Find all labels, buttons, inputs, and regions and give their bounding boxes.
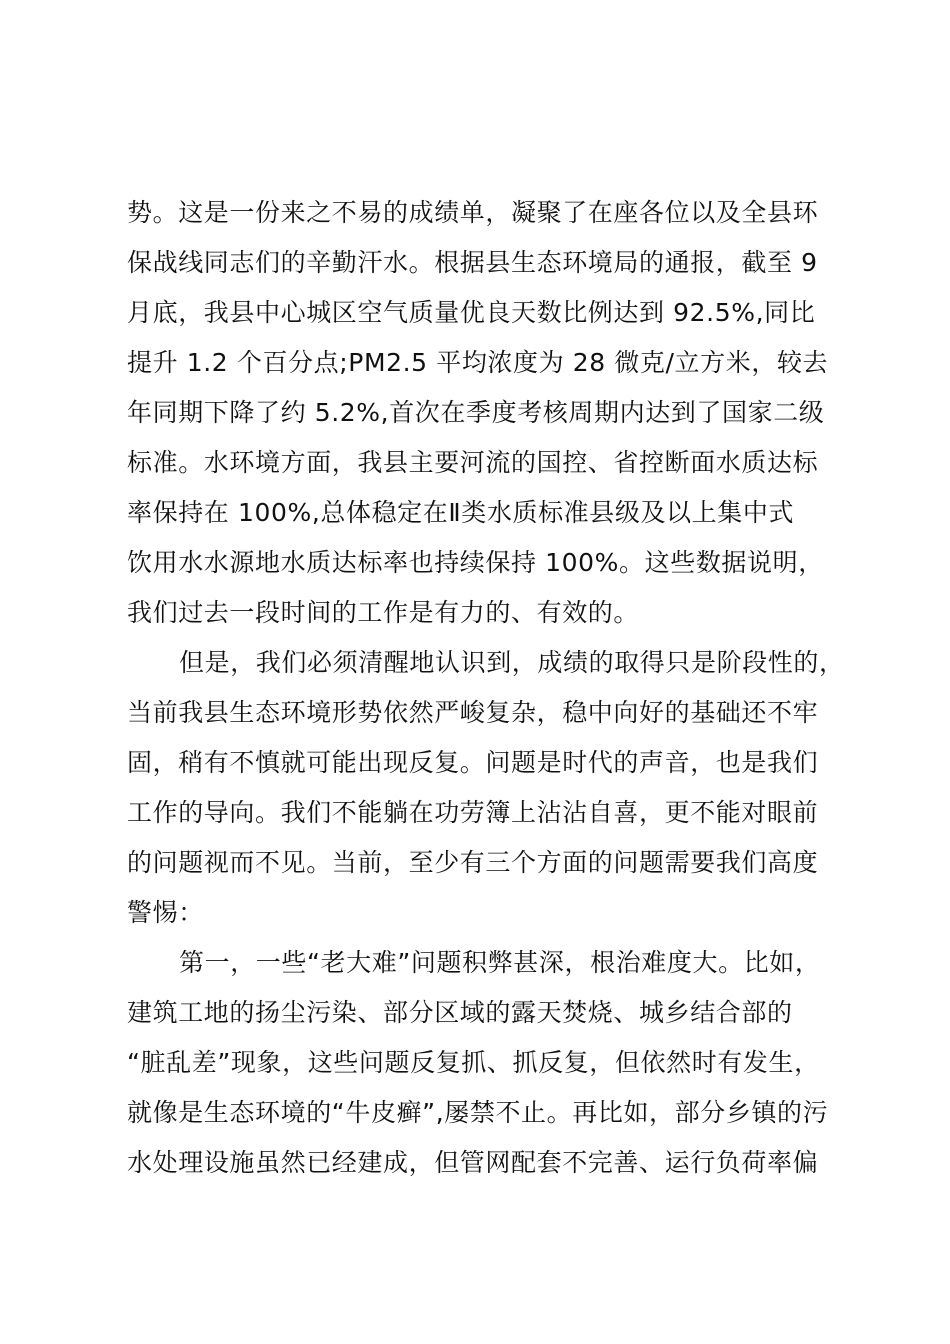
text-line: 水处理设施虽然已经建成，但管网配套不完善、运行负荷率偏 <box>127 1148 819 1177</box>
text-line-indented: 第一，一些“老大难”问题积弊甚深，根治难度大。比如， <box>179 948 821 977</box>
text-line: 率保持在 100%,总体稳定在Ⅱ类水质标准县级及以上集中式 <box>127 498 795 527</box>
text-line: 年同期下降了约 5.2%,首次在季度考核周期内达到了国家二级 <box>127 398 825 427</box>
text-line: 固，稍有不慎就可能出现反复。问题是时代的声音，也是我们 <box>127 748 819 777</box>
text-line: 势。这是一份来之不易的成绩单，凝聚了在座各位以及全县环 <box>127 198 819 227</box>
text-line: 的问题视而不见。当前，至少有三个方面的问题需要我们高度 <box>127 848 819 877</box>
text-line: 我们过去一段时间的工作是有力的、有效的。 <box>127 598 640 627</box>
text-line: 提升 1.2 个百分点;PM2.5 平均浓度为 28 微克/立方米，较去 <box>127 348 829 377</box>
text-line: 月底，我县中心城区空气质量优良天数比例达到 92.5%,同比 <box>127 298 816 327</box>
text-line: 建筑工地的扬尘污染、部分区域的露天焚烧、城乡结合部的 <box>127 998 793 1027</box>
text-line: 当前我县生态环境形势依然严峻复杂，稳中向好的基础还不牢 <box>127 698 819 727</box>
text-line: 标准。水环境方面，我县主要河流的国控、省控断面水质达标 <box>127 448 819 477</box>
text-line: 工作的导向。我们不能躺在功劳簿上沾沾自喜，更不能对眼前 <box>127 798 819 827</box>
text-line: 警惕： <box>127 898 204 927</box>
text-line-indented: 但是，我们必须清醒地认识到，成绩的取得只是阶段性的， <box>179 648 845 677</box>
text-line: 就像是生态环境的“牛皮癣”,屡禁不止。再比如，部分乡镇的污 <box>127 1098 829 1127</box>
text-line: 保战线同志们的辛勤汗水。根据县生态环境局的通报，截至 9 <box>127 248 818 277</box>
text-line: “脏乱差”现象，这些问题反复抓、抓反复，但依然时有发生， <box>127 1048 820 1077</box>
text-line: 饮用水水源地水质达标率也持续保持 100%。这些数据说明， <box>127 548 824 577</box>
